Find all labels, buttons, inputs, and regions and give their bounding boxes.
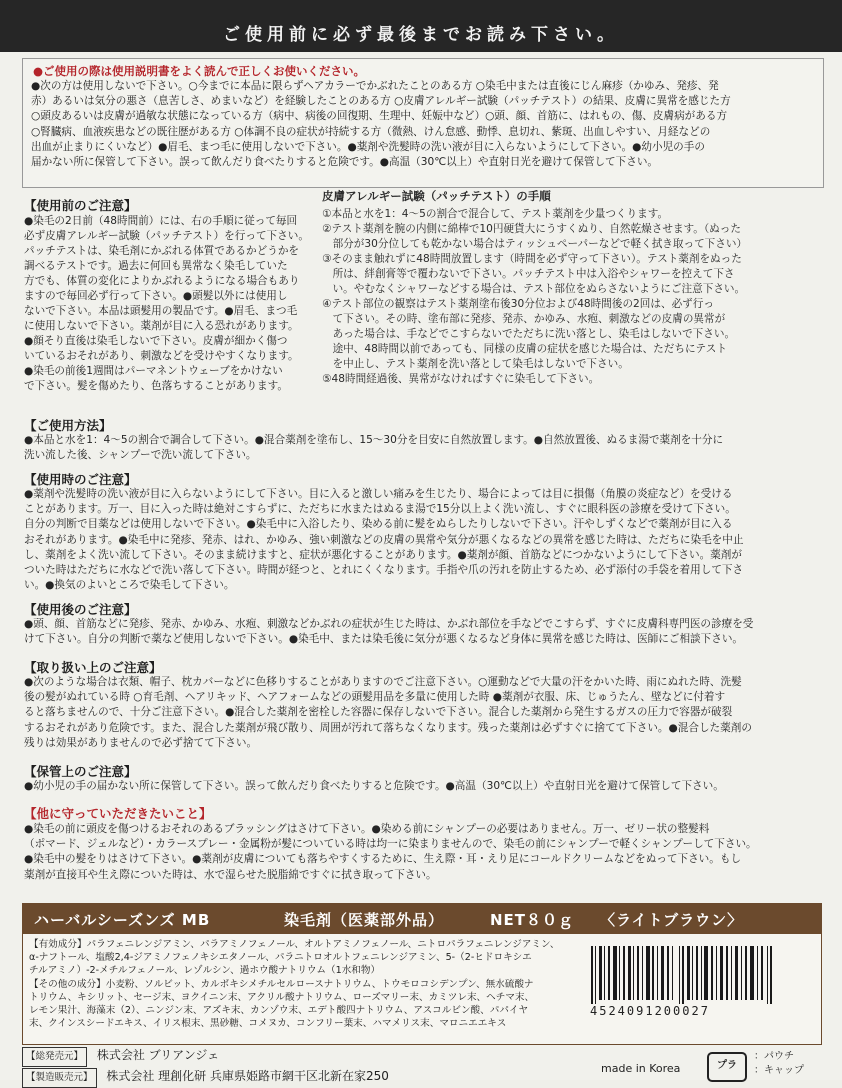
ingredient-line: 末、クインスシードエキス、イリス根末、黒砂糖、コメヌカ、コンフリー葉末、ハマメリス末、マロニエエキス bbox=[29, 1018, 507, 1030]
during-use-line: ついた時はただちに水などで洗い落して下さい。時間が経つと、とれにくくなります。手指や爪の汚れを防止するため、必ず添付の手袋を着用して下さ bbox=[24, 564, 744, 577]
product-name: ハーバルシーズンズ MB bbox=[34, 911, 211, 929]
before-use-line: 必ず皮膚アレルギー試験（パッチテスト）を行って下さい。 bbox=[24, 230, 309, 242]
during-use-line: い。●換気のよいところで染毛して下さい。 bbox=[24, 579, 235, 592]
during-use-line: ●薬剤や洗髪時の洗い液が目に入らないようにして下さい。目に入ると激しい痛みを生じたり、場合によっては目に損傷（角膜の炎症など）を受ける bbox=[24, 488, 733, 500]
patch-step: ①本品と水を1：4〜5の割合で混合して、テスト薬剤を少量つくります。 bbox=[322, 208, 669, 220]
other-line: （ポマード、ジェルなど）・カラースプレー・金属粉が髪についている時は均一に染まりませんので、染毛の前にシャンプーで軽くシャンプーして下さい。 bbox=[24, 838, 757, 851]
storage-text bbox=[24, 779, 824, 794]
patch-step: を中止し、テスト薬剤を洗い落として染毛はしないで下さい。 bbox=[322, 358, 629, 370]
other-line: 薬剤が直接耳や生え際についた時は、水で湿らせた脱脂綿ですぐに拭き取って下さい。 bbox=[24, 868, 437, 881]
how-to-line: ●本品と水を1：4〜5の割合で調合して下さい。●混合薬剤を塗布し、15〜30分を目安に自然放置します。●自然放置後、ぬるま湯で薬剤を十分に bbox=[24, 434, 724, 446]
before-use-head: 【使用前のご注意】 bbox=[24, 198, 137, 213]
how-to-head: 【ご使用方法】 bbox=[24, 418, 112, 433]
maker-name: 株式会社 理創化研 兵庫県姫路市網干区北新在家250 bbox=[106, 1069, 389, 1083]
footer bbox=[22, 1046, 389, 1088]
other-line: ●染毛中の髪をりはさけて下さい。●薬剤が皮膚についても落ちやすくするために、生え際・耳・えり足にコールドクリームなどをぬって下さい。もし bbox=[24, 853, 742, 866]
during-use-line: ことがあります。万一、目に入った時は絶対こすらずに、ただちに水またはぬるま湯で15分以上よく洗い流し、すぐに眼科医の診療を受けて下さい。 bbox=[24, 503, 736, 516]
warning-line: ○頭皮あるいは皮膚が過敏な状態になっている方（病中、病後の回復期、生理中、妊娠中など）○頭、顔、首筋に、はれもの、傷、皮膚病がある方 bbox=[31, 110, 728, 123]
other-head: 【他に守っていただきたいこと】 bbox=[24, 806, 212, 821]
ingredient-line: レモン果汁、海藻末（2）、ニンジン末、アズキ末、カンゾウ末、エデト酸四ナトリウム、アスコルビン酸、パパイヤ bbox=[29, 1005, 529, 1017]
before-use-line: ないで下さい。本品は頭髪用の製品です。●眉毛、まつ毛 bbox=[24, 305, 298, 317]
storage-line: ●幼小児の手の届かない所に保管して下さい。誤って飲んだり食べたりすると危険です。●高温（30℃以上）や直射日光を避けて保管して下さい。 bbox=[24, 780, 724, 792]
seller-tag: 【総発売元】 bbox=[22, 1047, 87, 1067]
ingredient-line: チルアミノ）-2-メチルフェノール、レゾルシン、過ホウ酸ナトリウム（1水和物） bbox=[29, 965, 381, 977]
recycle-label: ：パウチ bbox=[754, 1051, 794, 1062]
patch-test-head: 皮膚アレルギー試験（パッチテスト）の手順 bbox=[322, 189, 551, 203]
barcode-number: 4524091200027 bbox=[590, 1004, 710, 1018]
recycle-mark-icon: プラ bbox=[707, 1052, 747, 1082]
handling-text bbox=[24, 675, 824, 751]
after-use-head: 【使用後のご注意】 bbox=[24, 602, 137, 617]
before-use-line: ●顔そり直後は染毛しないで下さい。皮膚が細かく傷つ bbox=[24, 335, 288, 347]
ingredient-line: 【有効成分】パラフェニレンジアミン、パラアミノフェノール、オルトアミノフェノール、ニトロパラフェニレンジアミン、 bbox=[29, 939, 560, 950]
after-use-line: ●頭、顔、首筋などに発疹、発赤、かゆみ、水疱、刺激などかぶれの症状が生じた時は、かぶれ部位を手などでこすらず、すぐに皮膚科専門医の診療を受 bbox=[24, 618, 754, 630]
seller-name: 株式会社 ブリアンジェ bbox=[96, 1048, 220, 1062]
during-use-line: おそれがあります。●染毛中に発疹、発赤、はれ、かゆみ、強い刺激などの皮膚の異常や気分が悪くなるなどの異常を感じた時は、ただちに染毛を中止 bbox=[24, 533, 744, 546]
after-use-line: けて下さい。自分の判断で薬など使用しないで下さい。●染毛中、または染毛後に気分が悪くなるなど身体に異常を感じた時は、医師にご相談下さい。 bbox=[24, 633, 744, 646]
before-use-text bbox=[24, 214, 314, 394]
patch-step: ②テスト薬剤を腕の内側に綿棒で10円硬貨大にうすくぬり、自然乾燥させます。（ぬった bbox=[322, 223, 741, 235]
patch-step: ⑤48時間経過後、異常がなければすぐに染毛して下さい。 bbox=[322, 373, 600, 385]
ingredient-line: 【その他の成分】小麦粉、ソルビット、カルボキシメチルセルロースナトリウム、トウモロコシデンプン、無水硫酸ナ bbox=[29, 978, 534, 990]
product-net: NET８０ｇ bbox=[490, 911, 575, 929]
how-to-line: 洗い流した後、シャンプーで洗い流して下さい。 bbox=[24, 449, 257, 462]
warning-line: 出血が止まりにくいなど）●眉毛、まつ毛に使用しないで下さい。●薬剤や洗髪時の洗い液が目に入らないようにして下さい。●幼小児の手の bbox=[31, 140, 705, 153]
warning-line: 赤）あるいは気分の悪さ（息苦しさ、めまいなど）を経験したことのある方 ○皮膚アレルギー試験（パッチテスト）の結果、皮膚に異常を感じた方 bbox=[31, 95, 731, 108]
warning-box bbox=[22, 58, 824, 188]
barcode-image bbox=[583, 944, 783, 1008]
recycle-labels bbox=[754, 1050, 804, 1078]
warning-line: ●次の方は使用しないで下さい。○今までに本品に限らずヘアカラーでかぶれたことのある方 ○染毛中または直後にじん麻疹（かゆみ、発疹、発 bbox=[31, 80, 719, 92]
header-band bbox=[0, 0, 842, 52]
after-use-text bbox=[24, 617, 824, 647]
patch-step: ④テスト部位の観察はテスト薬剤塗布後30分位および48時間後の2回は、必ず行っ bbox=[322, 298, 714, 310]
other-text bbox=[24, 822, 824, 883]
handling-line: ると落ちませんので、十分ご注意下さい。●混合した薬剤を密栓した容器に保存しないで下さい。混合した薬剤から発生するガスの圧力で容器が破裂 bbox=[24, 706, 733, 719]
warning-line: 届かない所に保管して下さい。誤って飲んだり食べたりすると危険です。●高温（30℃以上）や直射日光を避けて保管して下さい。 bbox=[31, 156, 659, 169]
warning-line: ○腎臓病、血液疾患などの既往歴がある方 ○体調不良の症状が持続する方（微熱、けん怠感、動悸、息切れ、紫斑、出血しやすい、月経などの bbox=[31, 125, 711, 138]
before-use-line: に使用しないで下さい。薬剤が目に入る恐れがあります。 bbox=[24, 320, 299, 332]
before-use-line: 調べるテストです。過去に何回も異常なく染毛していた bbox=[24, 260, 288, 272]
handling-line: ●次のような場合は衣類、帽子、枕カバーなどに色移りすることがありますのでご注意下さい。○運動などで大量の汗をかいた時、雨にぬれた時、洗髪 bbox=[24, 676, 742, 688]
before-use-line: で下さい。髪を傷めたり、色落ちすることがあります。 bbox=[24, 380, 288, 392]
ingredient-line: トリウム、キシリット、セージ末、ヨクイニン末、アクリル酸ナトリウム、ローズマリー末、カミツレ末、ヘチマ末、 bbox=[29, 991, 535, 1003]
patch-step: い。やむなくシャワーなどする場合は、テスト部位をぬらさないようにご注意下さい。 bbox=[322, 283, 746, 295]
handling-line: するおそれがあり危険です。また、混合した薬剤が飛び散り、周囲が汚れて落ちなくなります。残った薬剤は必ずすぐに捨てて下さい。●混合した薬剤の bbox=[24, 721, 752, 734]
recycle-label: ：キャップ bbox=[754, 1065, 804, 1076]
during-use-line: し、薬剤をよく洗い流して下さい。そのまま続けますと、症状が悪化することがあります。●薬剤が顔、首筋などにつかないようにして下さい。薬剤が bbox=[24, 548, 742, 561]
ingredients-text bbox=[29, 938, 597, 1030]
ingredient-line: α-ナフトール、塩酸2,4-ジアミノフェノキシエタノール、パラニトロオルトフェニレンジアミン、5-（2-ヒドロキシエ bbox=[29, 952, 532, 964]
handling-head: 【取り扱い上のご注意】 bbox=[24, 660, 162, 675]
patch-step: 途中、48時間以前であっても、同様の皮膚の症状を感じた場合は、ただちにテスト bbox=[322, 343, 727, 355]
patch-test-box bbox=[322, 188, 800, 416]
maker-tag: 【製造販売元】 bbox=[22, 1068, 97, 1088]
warning-head: ●ご使用の際は使用説明書をよく読んで正しくお使いください。 bbox=[33, 64, 366, 78]
warning-text bbox=[31, 79, 816, 170]
before-use-line: ●染毛の2日前（48時間前）には、右の手順に従って毎回 bbox=[24, 215, 298, 227]
before-use-line: ますので毎回必ず行って下さい。●頭髪以外には使用し bbox=[24, 290, 288, 302]
during-use-text bbox=[24, 487, 824, 593]
made-in: made in Korea bbox=[601, 1062, 681, 1075]
product-shade: 〈ライトブラウン〉 bbox=[600, 911, 744, 929]
patch-step: あった場合は、手などでこすらないでただちに洗い落とし、染毛はしないで下さい。 bbox=[322, 328, 736, 340]
during-use-line: 自分の判断で目薬などは使用しないで下さい。●染毛中に入浴したり、染める前に髪をぬらしたりしないで下さい。汗やしずくなどで薬剤が目に入る bbox=[24, 518, 733, 531]
patch-step: 所は、絆創膏等で覆わないで下さい。パッチテスト中は入浴やシャワーを控えて下さ bbox=[322, 268, 735, 280]
header-title: ご使用前に必ず最後までお読み下さい。 bbox=[223, 25, 619, 45]
handling-line: 後の髪がぬれている時 ○育毛剤、ヘアリキッド、ヘアフォームなどの頭髪用品を多量に使用した時 ●薬剤が衣服、床、じゅうたん、壁などに付着す bbox=[24, 691, 726, 704]
storage-head: 【保管上のご注意】 bbox=[24, 764, 137, 779]
before-use-line: 方でも、体質の変化によりかぶれるようになる場合もあり bbox=[24, 275, 300, 287]
during-use-head: 【使用時のご注意】 bbox=[24, 472, 137, 487]
patch-step: て下さい。その時、塗布部に発疹、発赤、かゆみ、水疱、刺激などの皮膚の異常が bbox=[322, 313, 726, 325]
maker-row bbox=[22, 1067, 389, 1088]
handling-line: 残りは効果がありませんので必ず捨てて下さい。 bbox=[24, 736, 258, 749]
patch-step: ③そのまま触れずに48時間放置します（時間を必ず守って下さい）。テスト薬剤をぬった bbox=[322, 253, 742, 265]
seller-row bbox=[22, 1046, 389, 1067]
before-use-line: パッチテストは、染毛剤にかぶれる体質であるかどうかを bbox=[24, 245, 300, 257]
before-use-line: いているおそれがあり、刺激などを受けやすくなります。 bbox=[24, 350, 299, 362]
patch-step: 部分が30分位しても乾かない場合はティッシュペーパーなどで軽く拭き取って下さい） bbox=[322, 238, 748, 250]
how-to-text bbox=[24, 433, 824, 463]
before-use-line: ●染毛の前後1週間はパーマネントウェーブをかけない bbox=[24, 365, 283, 377]
other-line: ●染毛の前に頭皮を傷つけるおそれのあるブラッシングはさけて下さい。●染める前にシャンプーの必要はありません。万一、ゼリー状の整髪料 bbox=[24, 823, 710, 835]
product-category: 染毛剤（医薬部外品） bbox=[284, 911, 445, 929]
product-bar bbox=[22, 903, 822, 933]
